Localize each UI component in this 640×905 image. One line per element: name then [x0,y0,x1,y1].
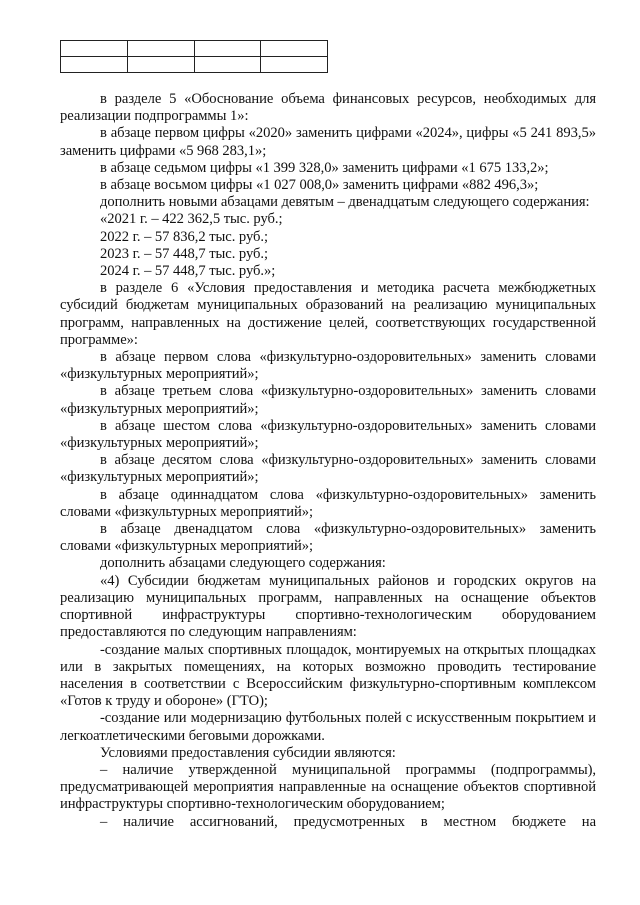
paragraph: 2024 г. – 57 448,7 тыс. руб.»; [100,263,276,280]
table-row [61,41,328,57]
paragraph: в абзаце восьмом цифры «1 027 008,0» заменить цифрами «882 496,3»; [100,177,539,194]
paragraph: «2021 г. – 422 362,5 тыс. руб.; [100,211,283,228]
table-cell [194,41,261,57]
paragraph: 2022 г. – 57 836,2 тыс. руб.; [100,228,268,245]
table-cell [261,41,328,57]
paragraph: в абзаце десятом слова «физкультурно-оздоровительных» заменить словами «физкультурных мероприятий»; [60,452,596,486]
paragraph: в разделе 5 «Обоснование объема финансовых ресурсов, необходимых для реализации подпрограммы 1»: [60,91,596,125]
paragraph: -создание или модернизацию футбольных полей с искусственным покрытием и легкоатлетическими беговыми дорожками. [60,710,596,744]
paragraph: – наличие утвержденной муниципальной программы (подпрограммы), предусматривающей мероприятия направленные на оснащение объектов спортивной инфраструктуры спортивно-технологическим оборудованием; [60,761,596,813]
table-cell [61,41,128,57]
table-cell [127,41,194,57]
document-body [60,91,596,831]
paragraph: дополнить абзацами следующего содержания: [100,555,386,572]
paragraph: в абзаце шестом слова «физкультурно-оздоровительных» заменить словами «физкультурных мероприятий»; [60,417,596,452]
paragraph: в абзаце одиннадцатом слова «физкультурно-оздоровительных» заменить словами «физкультурных мероприятий»; [60,486,596,520]
table-cell [261,57,328,73]
paragraph: – наличие ассигнований, предусмотренных в местном бюджете на [100,813,596,830]
paragraph: -создание малых спортивных площадок, монтируемых на открытых площадках или в закрытых помещениях, на которых возможно проводить тестирование населения в соответствии с Всероссийским физкультурно-спортивным комплексом «Готов к труду и обороне» (ГТО); [60,641,596,710]
paragraph: в абзаце двенадцатом слова «физкультурно-оздоровительных» заменить словами «физкультурных мероприятий»; [60,521,596,555]
paragraph: в абзаце первом цифры «2020» заменить цифрами «2024», цифры «5 241 893,5» заменить цифрами «5 968 283,1»; [60,125,596,159]
paragraph: «4) Субсидии бюджетам муниципальных районов и городских округов на реализацию муниципальных программ, направленных на оснащение объектов спортивной инфраструктуры спортивно-технологическим оборудованием предоставляются по следующим направлениям: [60,572,596,641]
header-table [60,40,328,73]
paragraph: в разделе 6 «Условия предоставления и методика расчета межбюджетных субсидий бюджетам муниципальных образований на реализацию муниципальных программ, направленных на достижение целей, соответствующих государственной программе»: [60,280,596,348]
paragraph: в абзаце седьмом цифры «1 399 328,0» заменить цифрами «1 675 133,2»; [100,159,549,176]
table-cell [194,57,261,73]
table-cell [127,57,194,73]
paragraph: 2023 г. – 57 448,7 тыс. руб.; [100,245,268,262]
table-row [61,57,328,73]
paragraph: в абзаце первом слова «физкультурно-оздоровительных» заменить словами «физкультурных мероприятий»; [60,349,596,383]
table-cell [61,57,128,73]
paragraph: в абзаце третьем слова «физкультурно-оздоровительных» заменить словами «физкультурных мероприятий»; [60,383,596,417]
paragraph: Условиями предоставления субсидии являются: [100,744,396,761]
paragraph: дополнить новыми абзацами девятым – двенадцатым следующего содержания: [100,194,590,211]
